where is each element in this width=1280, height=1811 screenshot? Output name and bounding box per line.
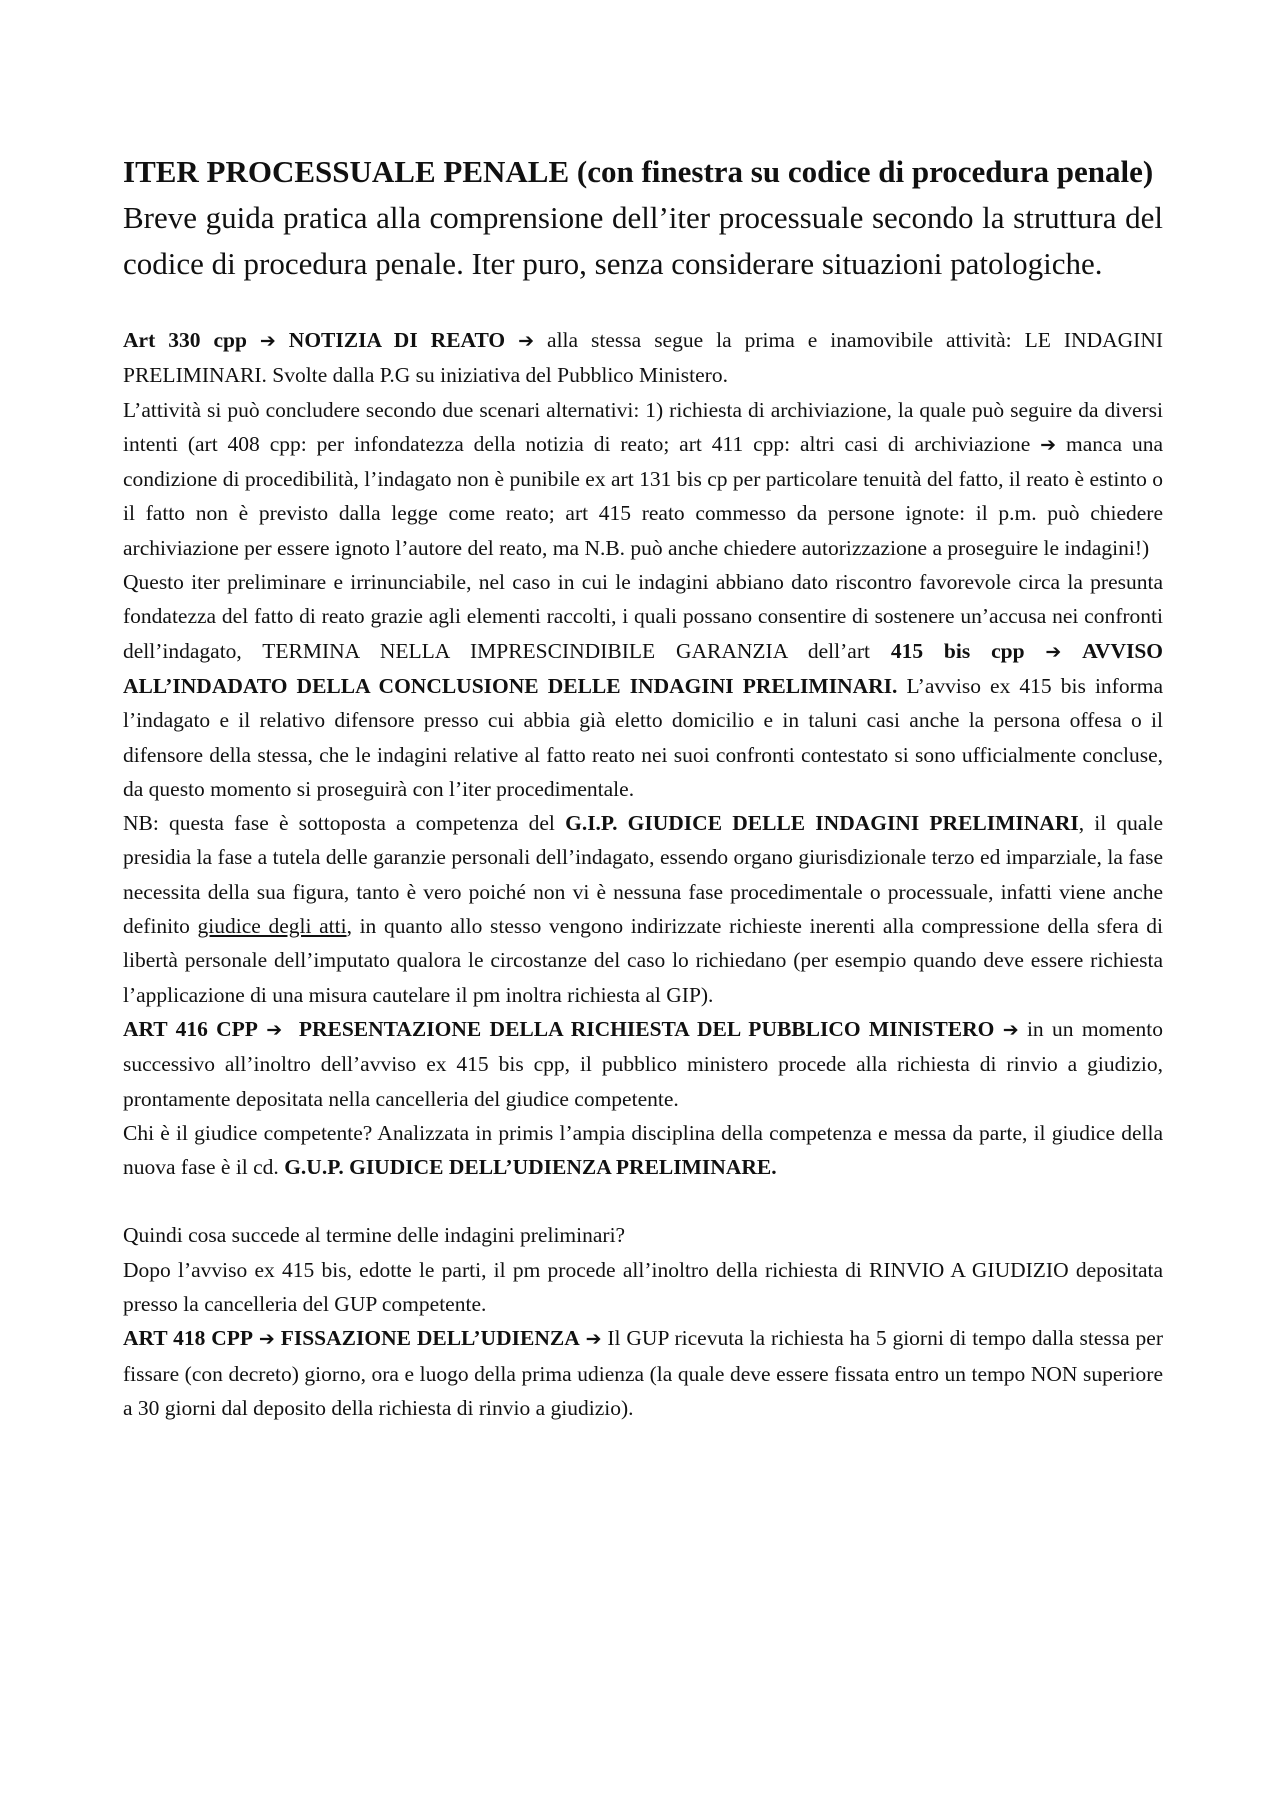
arrow-icon: ➔ [585,1328,602,1351]
paragraph-text: Questo iter preliminare e irrinunciabile, nel caso in cui le indagini abbiano dato riscontro favorevole circa la presunta fondatezza del fatto di reato grazie agli elementi raccolti, i quali possano consentire di sostenere un’accusa nei confronti dell’indagato, TERMINA NELLA IMPRESCINDIBILE GARANZIA dell’art [123,570,1163,663]
article-heading: PRESENTAZIONE DELLA RICHIESTA DEL PUBBLICO MINISTERO [298,1016,995,1041]
paragraph-rinvio: Dopo l’avviso ex 415 bis, edotte le parti, il pm procede all’inoltro della richiesta di RINVIO A GIUDIZIO depositata presso la cancelleria del GUP competente. [123,1257,1163,1317]
paragraph-art-418 [123,1321,1163,1425]
arrow-icon: ➔ [1002,1018,1019,1041]
arrow-icon: ➔ [266,1018,283,1041]
article-heading: G.U.P. GIUDICE DELL’UDIENZA PRELIMINARE. [284,1155,777,1180]
document-page [123,148,1163,1425]
paragraph-art-415-bis [123,565,1163,806]
article-ref: Art 330 cpp [123,328,247,352]
paragraph-text: L’attività si può concludere secondo due scenari alternativi: 1) richiesta di archiviazione, la quale può seguire da diversi intenti (art 408 cpp: per infondatezza della notizia di reato; art 411 cpp: altri casi di archiviazione [123,397,1163,456]
paragraph-text: NB: questa fase è sottoposta a competenza del [123,811,555,836]
paragraph-text: Chi è il giudice competente? Analizzata in primis l’ampia disciplina della competenza e messa da parte, il giudice della nuova fase è il cd. [123,1120,1163,1180]
article-heading: FISSAZIONE DELL’UDIENZA [280,1326,580,1351]
arrow-icon: ➔ [1045,640,1062,663]
paragraph-gup [123,1116,1163,1185]
paragraph-question: Quindi cosa succede al termine delle indagini preliminari? [123,1223,626,1248]
article-heading: AVVISO ALL’INDADATO DELLA CONCLUSIONE DELLE INDAGINI PRELIMINARI. [123,638,1164,698]
arrow-icon: ➔ [258,1328,275,1351]
paragraph-text: alla stessa segue la prima e inamovibile attività: LE INDAGINI PRELIMINARI. Svolte dalla P.G su iniziativa del Pubblico Ministero. [123,328,1163,388]
underlined-term: giudice degli atti [197,914,347,939]
article-ref: ART 416 CPP [123,1016,258,1041]
paragraph-text: , in quanto allo stesso vengono indirizzate richieste inerenti alla compressione della sfera di libertà personale dell’imputato qualora le circostanze del caso lo richiedano (per esempio quando deve essere richiesta l’applicazione di una misura cautelare il pm inoltra richiesta al GIP). [123,914,1163,1007]
paragraph-art-330 [123,323,1163,393]
document-body [123,323,1163,1425]
arrow-icon: ➔ [1040,433,1057,456]
arrow-icon: ➔ [259,330,276,352]
article-ref: ART 418 CPP [123,1326,254,1351]
paragraph-text: in un momento successivo all’inoltro dell’avviso ex 415 bis cpp, il pubblico ministero procede alla richiesta di rinvio a giudizio, prontamente depositata nella cancelleria del giudice competente. [123,1016,1164,1111]
paragraph-art-416 [123,1012,1163,1116]
document-subtitle: Breve guida pratica alla comprensione dell’iter processuale secondo la struttura del codice di procedura penale. Iter puro, senza considerare situazioni patologiche. [123,200,1163,281]
article-ref: 415 bis cpp [890,638,1025,663]
arrow-icon: ➔ [518,330,535,352]
paragraph-gip [123,806,1163,1012]
article-heading: G.I.P. GIUDICE DELLE INDAGINI PRELIMINARI [565,811,1079,836]
paragraph-text: manca una condizione di procedibilità, l’indagato non è punibile ex art 131 bis cp per particolare tenuità del fatto, il reato è estinto o il fatto non è previsto dalla legge come reato; art 415 reato commesso da persone ignote: il p.m. può chiedere archiviazione per essere ignoto l’autore del reato, ma N.B. può anche chiedere autorizzazione a proseguire le indagini!) [123,431,1164,560]
paragraph-text: L’avviso ex 415 bis informa l’indagato e il relativo difensore presso cui abbia già eletto domicilio e in taluni casi anche la persona offesa o il difensore della stessa, che le indagini relative al fatto reato nei suoi confronti contestato si sono ufficialmente concluse, da questo momento si proseguirà con l’iter procedimentale. [123,673,1164,801]
document-title: ITER PROCESSUALE PENALE (con finestra su codice di procedura penale) [123,154,1154,189]
paragraph-text: , il quale presidia la fase a tutela delle garanzie personali dell’indagato, essendo organo giurisdizionale terzo ed imparziale, la fase necessita della sua figura, tanto è vero poiché non vi è nessuna fase procedimentale o processuale, infatti viene anche definito [123,811,1163,939]
article-heading: NOTIZIA DI REATO [288,328,506,352]
paragraph-text: Il GUP ricevuta la richiesta ha 5 giorni di tempo dalla stessa per fissare (con decreto) giorno, ora e luogo della prima udienza (la quale deve essere fissata entro un tempo NON superiore a 30 giorni dal deposito della richiesta di rinvio a giudizio). [123,1326,1164,1420]
paragraph-scenari [123,393,1163,565]
